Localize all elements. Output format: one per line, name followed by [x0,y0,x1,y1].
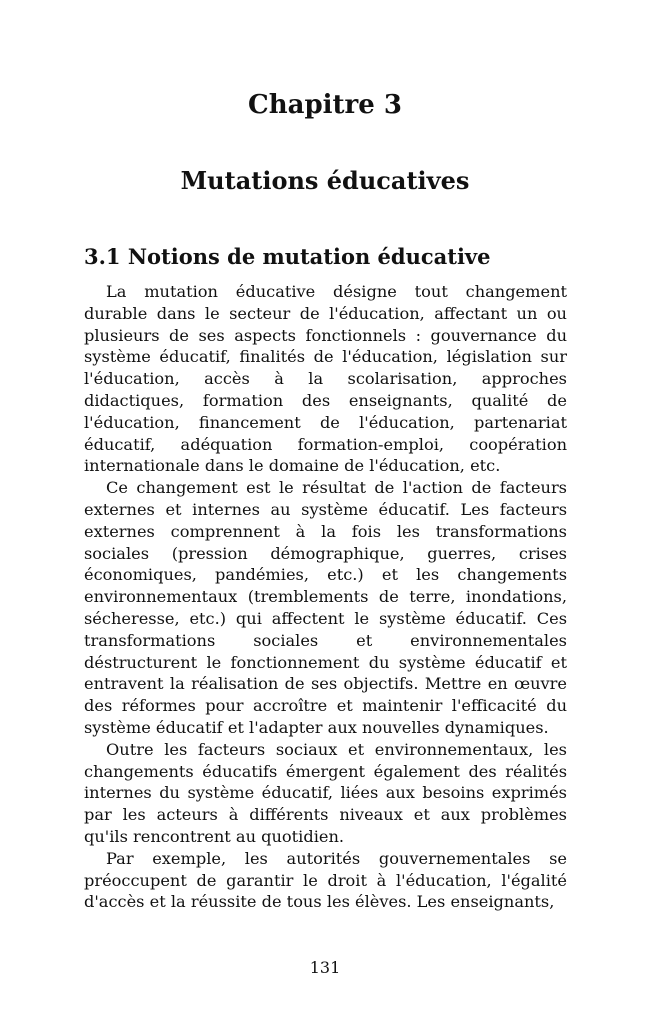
paragraph-4: Par exemple, les autorités gouvernementales se préoccupent de garantir le droit à l'éducation, l'égalité d'accès et la réussite de tous les élèves. Les enseignants, [84,848,567,912]
paragraph-3: Outre les facteurs sociaux et environnementaux, les changements éducatifs émergent également des réalités internes du système éducatif, liées aux besoins exprimés par les acteurs à différents niveaux et aux problèmes qu'ils rencontrent au quotidien. [84,739,567,846]
page-number: 131 [309,958,341,977]
chapter-label: Chapitre 3 [248,90,402,120]
section-heading: 3.1 Notions de mutation éducative [84,244,491,269]
chapter-title: Mutations éducatives [180,166,470,195]
paragraph-1: La mutation éducative désigne tout changement durable dans le secteur de l'éducation, affectant un ou plusieurs de ses aspects fonctionnels : gouvernance du système éducatif, finalités de l'éducation, législation sur l'éducation, accès à la scolarisation, approches didactiques, formation des enseignants, qualité de l'éducation, financement de l'éducation, partenariat éducatif, adéquation formation-emploi, coopération internationale dans le domaine de l'éducation, etc. [84,282,567,476]
body-text [84,281,567,913]
paragraph-2: Ce changement est le résultat de l'action de facteurs externes et internes au système éducatif. Les facteurs externes comprennent à la fois les transformations sociales (pression démographique, guerres, crises économiques, pandémies, etc.) et les changements environnementaux (tremblements de terre, inondations, sécheresse, etc.) qui affectent le système éducatif. Ces transformations sociales et environnementales déstructurent le fonctionnement du système éducatif et entravent la réalisation de ses objectifs. Mettre en œuvre des réformes pour accroître et maintenir l'efficacité du système éducatif et l'adapter aux nouvelles dynamiques. [84,478,567,737]
